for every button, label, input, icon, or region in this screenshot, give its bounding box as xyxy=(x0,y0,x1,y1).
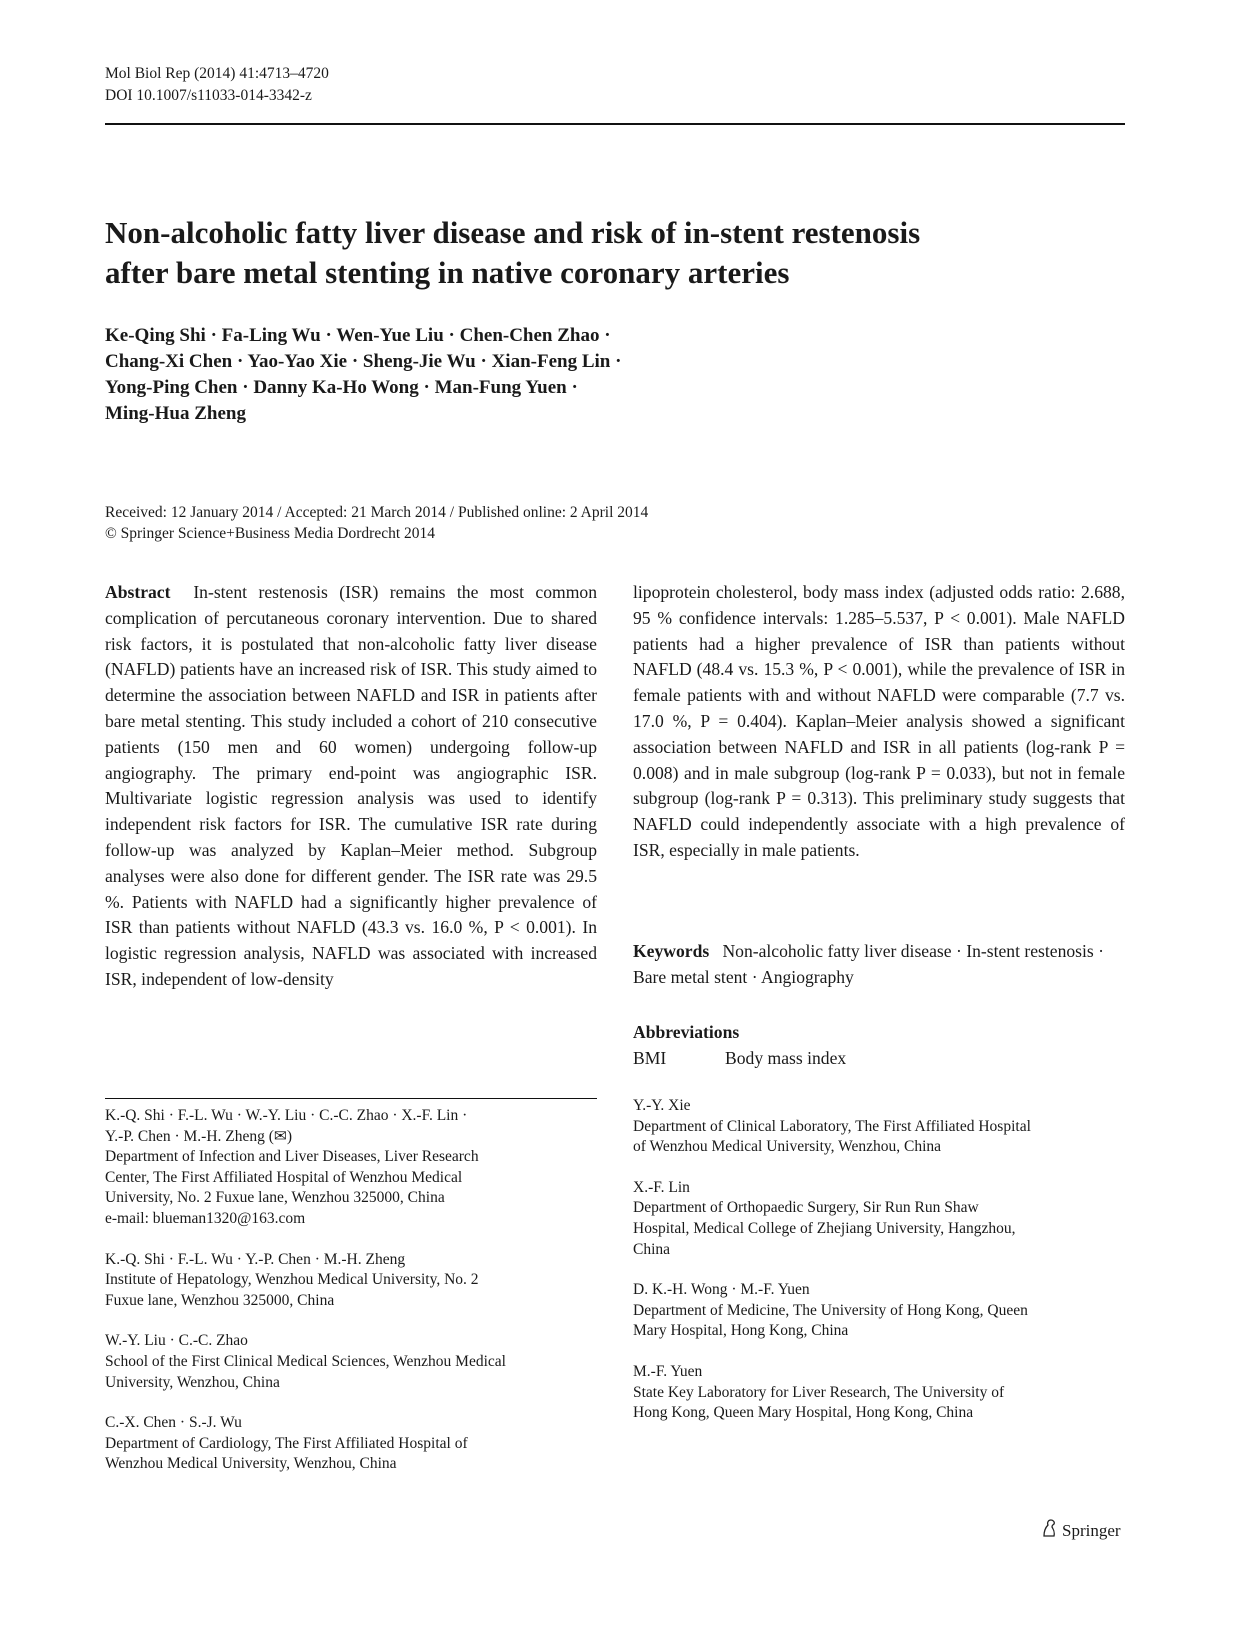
keywords-heading: Keywords xyxy=(633,941,710,961)
abbreviation-term: BMI xyxy=(633,1047,667,1068)
abbreviation-definition: Body mass index xyxy=(725,1047,847,1068)
publisher-name: Springer xyxy=(1062,1520,1121,1540)
abstract-text-right: lipoprotein cholesterol, body mass index (adjusted odds ratio: 2.688, 95 % confidence intervals: 1.285–5.537, P < 0.001). Male NAFLD patients had a higher prevalence of ISR than patients without NAFLD (48.4 vs. 15.3 %, P < 0.001), while the prevalence of ISR in female patients with and without NAFLD were comparable (7.7 vs. 17.0 %, P = 0.404). Kaplan–Meier analysis showed a significant association between NAFLD and ISR in all patients (log-rank P = 0.008) and in male subgroup (log-rank P = 0.033), but not in female subgroup (log-rank P = 0.313). This preliminary study suggests that NAFLD could independently associate with a high prevalence of ISR, especially in male patients. xyxy=(633,582,1125,860)
authors-line-2: Chang-Xi Chen · Yao-Yao Xie · Sheng-Jie Wu · Xian-Feng Lin · xyxy=(105,351,622,372)
affiliation-line: State Key Laboratory for Liver Research, The University of xyxy=(633,1383,1005,1401)
affiliation-line: Fuxue lane, Wenzhou 325000, China xyxy=(105,1291,335,1309)
springer-horse-icon xyxy=(1040,1518,1058,1543)
title-line-2: after bare metal stenting in native coronary arteries xyxy=(105,255,790,290)
abstract-right-column xyxy=(633,580,1125,864)
affiliation-line: Department of Medicine, The University of Hong Kong, Queen xyxy=(633,1301,1028,1319)
title-line-1: Non-alcoholic fatty liver disease and risk of in-stent restenosis xyxy=(105,215,921,250)
abbreviation-row xyxy=(633,1046,1125,1072)
affiliation-entry xyxy=(105,1331,597,1393)
copyright-line: © Springer Science+Business Media Dordrecht 2014 xyxy=(105,525,436,542)
affiliations-right xyxy=(633,1096,1125,1444)
publication-dates xyxy=(105,502,648,544)
affiliation-line: School of the First Clinical Medical Sciences, Wenzhou Medical xyxy=(105,1352,506,1370)
affiliation-entry xyxy=(105,1106,597,1230)
affiliation-names: K.-Q. Shi · F.-L. Wu · Y.-P. Chen · M.-H. Zheng xyxy=(105,1250,406,1268)
affiliation-entry xyxy=(633,1096,1125,1158)
affiliation-line: University, No. 2 Fuxue lane, Wenzhou 325000, China xyxy=(105,1189,445,1207)
affiliation-line: Department of Orthopaedic Surgery, Sir Run Run Shaw xyxy=(633,1199,979,1217)
affiliation-line: of Wenzhou Medical University, Wenzhou, China xyxy=(633,1138,942,1156)
keywords-section xyxy=(633,939,1125,991)
authors-line-1: Ke-Qing Shi · Fa-Ling Wu · Wen-Yue Liu · Chen-Chen Zhao · xyxy=(105,325,611,346)
affiliations-divider xyxy=(105,1098,597,1099)
affiliation-entry xyxy=(633,1362,1125,1424)
affiliation-line: Hospital, Medical College of Zhejiang University, Hangzhou, xyxy=(633,1219,1016,1237)
affiliation-line: Wenzhou Medical University, Wenzhou, China xyxy=(105,1455,397,1473)
affiliation-names: C.-X. Chen · S.-J. Wu xyxy=(105,1414,242,1432)
affiliation-line: Mary Hospital, Hong Kong, China xyxy=(633,1322,849,1340)
authors-line-3: Yong-Ping Chen · Danny Ka-Ho Wong · Man-Fung Yuen · xyxy=(105,377,578,398)
affiliation-line: China xyxy=(633,1240,671,1258)
journal-header xyxy=(105,63,329,107)
affiliation-names: Y.-P. Chen · M.-H. Zheng (✉) xyxy=(105,1127,293,1145)
author-list xyxy=(105,323,725,427)
affiliation-line: Department of Cardiology, The First Affiliated Hospital of xyxy=(105,1434,468,1452)
affiliation-names: Y.-Y. Xie xyxy=(633,1097,691,1114)
doi[interactable]: DOI 10.1007/s11033-014-3342-z xyxy=(105,87,312,104)
affiliations-left xyxy=(105,1106,597,1495)
authors-line-4: Ming-Hua Zheng xyxy=(105,403,246,424)
abbreviations-heading: Abbreviations xyxy=(633,1022,740,1042)
abstract-heading: Abstract xyxy=(105,582,171,602)
affiliation-names: D. K.-H. Wong · M.-F. Yuen xyxy=(633,1281,810,1299)
affiliation-names: W.-Y. Liu · C.-C. Zhao xyxy=(105,1332,248,1350)
affiliation-names: X.-F. Lin xyxy=(633,1178,690,1196)
journal-citation: Mol Biol Rep (2014) 41:4713–4720 xyxy=(105,65,329,82)
springer-logo xyxy=(1040,1518,1121,1543)
abstract-left-column xyxy=(105,580,597,993)
affiliation-names: M.-F. Yuen xyxy=(633,1362,703,1380)
header-divider xyxy=(105,123,1125,125)
affiliation-entry xyxy=(105,1250,597,1312)
abstract-text-left: In-stent restenosis (ISR) remains the most common complication of percutaneous coronary intervention. Due to shared risk factors, it is postulated that non-alcoholic fatty liver disease (NAFLD) patients have an increased risk of ISR. This study aimed to determine the association between NAFLD and ISR in patients after bare metal stenting. This study included a cohort of 210 consecutive patients (150 men and 60 women) undergoing follow-up angiography. The primary end-point was angiographic ISR. Multivariate logistic regression analysis was used to identify independent risk factors for ISR. The cumulative ISR rate during follow-up was analyzed by Kaplan–Meier method. Subgroup analyses were also done for different gender. The ISR rate was 29.5 %. Patients with NAFLD had a significantly higher prevalence of ISR than patients without NAFLD (43.3 vs. 16.0 %, P < 0.001). In logistic regression analysis, NAFLD was associated with increased ISR, independent of low-density xyxy=(105,582,597,989)
affiliation-line: Institute of Hepatology, Wenzhou Medical University, No. 2 xyxy=(105,1271,479,1289)
affiliation-entry xyxy=(633,1178,1125,1260)
affiliation-line: Hong Kong, Queen Mary Hospital, Hong Kong, China xyxy=(633,1404,974,1422)
article-title xyxy=(105,213,1105,293)
affiliation-line: Center, The First Affiliated Hospital of Wenzhou Medical xyxy=(105,1168,463,1186)
affiliation-names: K.-Q. Shi · F.-L. Wu · W.-Y. Liu · C.-C. Zhao · X.-F. Lin · xyxy=(105,1107,468,1124)
keywords-text: Non-alcoholic fatty liver disease · In-stent restenosis · Bare metal stent · Angiography xyxy=(633,941,1105,987)
affiliation-line: Department of Clinical Laboratory, The First Affiliated Hospital xyxy=(633,1117,1031,1135)
email-link[interactable]: e-mail: blueman1320@163.com xyxy=(105,1209,306,1227)
abbreviations-section xyxy=(633,1020,1125,1072)
affiliation-entry xyxy=(105,1413,597,1475)
received-line: Received: 12 January 2014 / Accepted: 21 March 2014 / Published online: 2 April 2014 xyxy=(105,504,649,521)
affiliation-line: University, Wenzhou, China xyxy=(105,1373,280,1391)
affiliation-line: Department of Infection and Liver Diseases, Liver Research xyxy=(105,1148,479,1166)
affiliation-entry xyxy=(633,1280,1125,1342)
